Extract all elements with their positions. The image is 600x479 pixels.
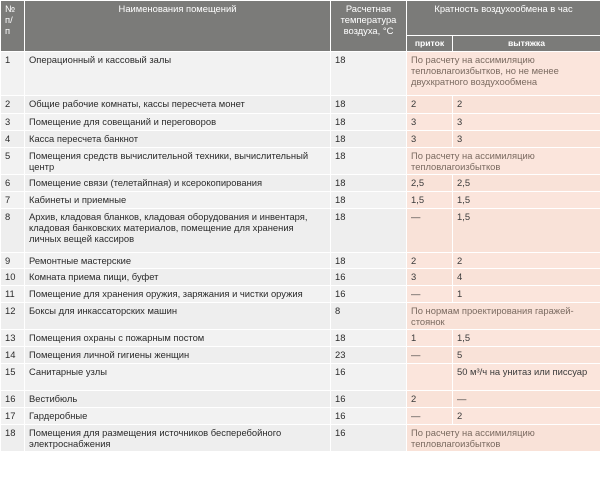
row-number: 18 bbox=[1, 425, 25, 452]
supply-rate: 1,5 bbox=[407, 192, 453, 209]
row-number: 1 bbox=[1, 52, 25, 96]
table-row bbox=[1, 425, 600, 452]
header-temp: Расчетная температура воздуха, °С bbox=[331, 1, 407, 52]
room-temperature: 8 bbox=[331, 303, 407, 330]
row-number: 17 bbox=[1, 408, 25, 425]
room-name: Комната приема пищи, буфет bbox=[25, 269, 331, 286]
room-temperature: 18 bbox=[331, 52, 407, 96]
room-name: Помещение для хранения оружия, заряжания и чистки оружия bbox=[25, 286, 331, 303]
room-temperature: 18 bbox=[331, 330, 407, 347]
header-exchange: Кратность воздухообмена в час bbox=[407, 1, 600, 36]
room-name: Боксы для инкассаторских машин bbox=[25, 303, 331, 330]
supply-rate: 2 bbox=[407, 96, 453, 114]
row-number: 3 bbox=[1, 114, 25, 131]
supply-rate: 3 bbox=[407, 114, 453, 131]
exchange-note: По расчету на ассимиляцию тепловлагоизбытков bbox=[407, 425, 600, 452]
room-temperature: 18 bbox=[331, 209, 407, 253]
table-row bbox=[1, 192, 600, 209]
supply-rate: 3 bbox=[407, 269, 453, 286]
table-row bbox=[1, 209, 600, 253]
room-name: Помещение связи (телетайпная) и ксерокопирования bbox=[25, 175, 331, 192]
room-temperature: 16 bbox=[331, 425, 407, 452]
row-number: 12 bbox=[1, 303, 25, 330]
supply-rate: — bbox=[407, 347, 453, 364]
supply-rate: 3 bbox=[407, 131, 453, 148]
room-temperature: 16 bbox=[331, 364, 407, 391]
supply-rate: 2,5 bbox=[407, 175, 453, 192]
table-row bbox=[1, 269, 600, 286]
supply-rate: 1 bbox=[407, 330, 453, 347]
exhaust-rate: 1,5 bbox=[453, 330, 600, 347]
row-number: 2 bbox=[1, 96, 25, 114]
exhaust-rate: 2 bbox=[453, 96, 600, 114]
room-name: Касса пересчета банкнот bbox=[25, 131, 331, 148]
exhaust-rate: 4 bbox=[453, 269, 600, 286]
table-row bbox=[1, 131, 600, 148]
exhaust-rate: 2,5 bbox=[453, 175, 600, 192]
row-number: 10 bbox=[1, 269, 25, 286]
supply-rate bbox=[407, 364, 453, 391]
row-number: 4 bbox=[1, 131, 25, 148]
room-name: Архив, кладовая бланков, кладовая оборудования и инвентаря, кладовая банковских материалов, помещение для хранения личных вещей кассиров bbox=[25, 209, 331, 253]
row-number: 15 bbox=[1, 364, 25, 391]
supply-rate: 2 bbox=[407, 391, 453, 408]
room-temperature: 16 bbox=[331, 269, 407, 286]
room-name: Помещения личной гигиены женщин bbox=[25, 347, 331, 364]
room-temperature: 18 bbox=[331, 148, 407, 175]
room-name: Общие рабочие комнаты, кассы пересчета монет bbox=[25, 96, 331, 114]
table-row bbox=[1, 148, 600, 175]
exhaust-rate: 50 м³/ч на унитаз или писсуар bbox=[453, 364, 600, 391]
exchange-note: По расчету на ассимиляцию тепловлагоизбытков, но не менее двухкратного воздухообмена bbox=[407, 52, 600, 96]
table-body bbox=[1, 52, 600, 452]
table-row bbox=[1, 364, 600, 391]
table-row bbox=[1, 96, 600, 114]
table-row bbox=[1, 175, 600, 192]
header-name: Наименования помещений bbox=[25, 1, 331, 52]
header-supply: приток bbox=[407, 36, 453, 52]
table-row bbox=[1, 303, 600, 330]
room-temperature: 18 bbox=[331, 253, 407, 269]
table-row bbox=[1, 253, 600, 269]
room-name: Гардеробные bbox=[25, 408, 331, 425]
supply-rate: 2 bbox=[407, 253, 453, 269]
room-name: Санитарные узлы bbox=[25, 364, 331, 391]
exhaust-rate: 3 bbox=[453, 131, 600, 148]
room-temperature: 18 bbox=[331, 114, 407, 131]
table-row bbox=[1, 347, 600, 364]
room-temperature: 16 bbox=[331, 286, 407, 303]
header-exhaust: вытяжка bbox=[453, 36, 600, 52]
supply-rate: — bbox=[407, 209, 453, 253]
row-number: 6 bbox=[1, 175, 25, 192]
exchange-note: По нормам проектирования гаражей-стоянок bbox=[407, 303, 600, 330]
exhaust-rate: 2 bbox=[453, 408, 600, 425]
room-name: Помещения средств вычислительной техники, вычислительный центр bbox=[25, 148, 331, 175]
exchange-note: По расчету на ассимиляцию тепловлагоизбытков bbox=[407, 148, 600, 175]
table-row bbox=[1, 330, 600, 347]
room-name: Ремонтные мастерские bbox=[25, 253, 331, 269]
exhaust-rate: 2 bbox=[453, 253, 600, 269]
row-number: 13 bbox=[1, 330, 25, 347]
exhaust-rate: 1,5 bbox=[453, 209, 600, 253]
exhaust-rate: 5 bbox=[453, 347, 600, 364]
table-row bbox=[1, 408, 600, 425]
row-number: 9 bbox=[1, 253, 25, 269]
row-number: 7 bbox=[1, 192, 25, 209]
room-temperature: 18 bbox=[331, 192, 407, 209]
table-row bbox=[1, 391, 600, 408]
room-name: Вестибюль bbox=[25, 391, 331, 408]
row-number: 16 bbox=[1, 391, 25, 408]
exhaust-rate: 1 bbox=[453, 286, 600, 303]
room-temperature: 23 bbox=[331, 347, 407, 364]
header-num: № п/ п bbox=[1, 1, 25, 52]
room-temperature: 18 bbox=[331, 96, 407, 114]
supply-rate: — bbox=[407, 286, 453, 303]
room-name: Операционный и кассовый залы bbox=[25, 52, 331, 96]
room-temperature: 18 bbox=[331, 175, 407, 192]
room-temperature: 18 bbox=[331, 131, 407, 148]
exhaust-rate: — bbox=[453, 391, 600, 408]
table-row bbox=[1, 52, 600, 96]
exhaust-rate: 3 bbox=[453, 114, 600, 131]
room-temperature: 16 bbox=[331, 391, 407, 408]
supply-rate: — bbox=[407, 408, 453, 425]
row-number: 14 bbox=[1, 347, 25, 364]
room-name: Помещения для размещения источников бесперебойного электроснабжения bbox=[25, 425, 331, 452]
room-name: Помещение для совещаний и переговоров bbox=[25, 114, 331, 131]
row-number: 11 bbox=[1, 286, 25, 303]
row-number: 8 bbox=[1, 209, 25, 253]
table-row bbox=[1, 114, 600, 131]
room-name: Помещения охраны с пожарным постом bbox=[25, 330, 331, 347]
header-row bbox=[1, 1, 600, 36]
exhaust-rate: 1,5 bbox=[453, 192, 600, 209]
room-name: Кабинеты и приемные bbox=[25, 192, 331, 209]
room-temperature: 16 bbox=[331, 408, 407, 425]
row-number: 5 bbox=[1, 148, 25, 175]
table-row bbox=[1, 286, 600, 303]
